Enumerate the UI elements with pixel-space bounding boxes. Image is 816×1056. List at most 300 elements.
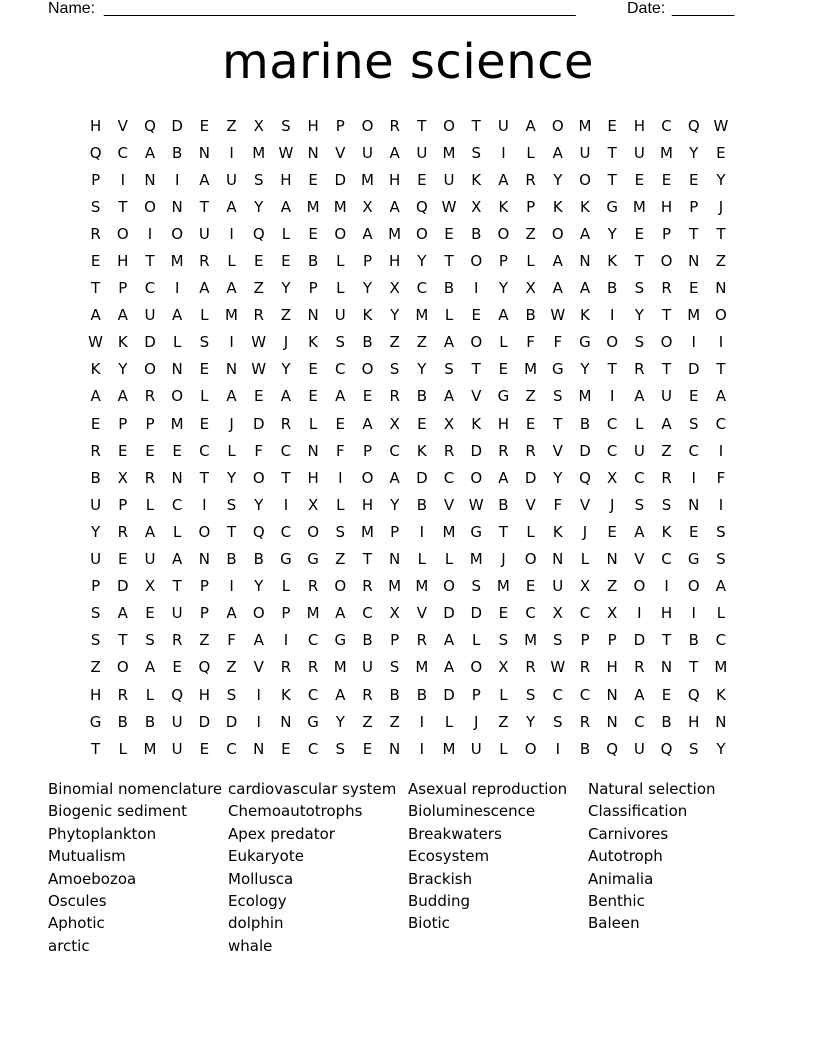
grid-letter: E [172, 441, 182, 460]
word-bank-item: Biogenic sediment [48, 802, 188, 821]
grid-letter: E [498, 604, 509, 623]
grid-letter: U [633, 739, 645, 758]
grid-letter: U [633, 143, 645, 162]
grid-letter: M [714, 658, 728, 677]
grid-letter: A [90, 306, 101, 325]
grid-letter: T [634, 252, 644, 271]
grid-letter: B [253, 550, 264, 569]
grid-row [82, 464, 736, 491]
grid-letter: W [550, 658, 566, 677]
grid-letter: K [498, 197, 509, 216]
grid-letter: E [498, 360, 509, 379]
grid-letter: X [253, 116, 264, 135]
grid-letter: W [278, 143, 294, 162]
word-bank-item: whale [228, 936, 273, 955]
grid-letter: I [691, 604, 696, 623]
grid-letter: M [143, 739, 157, 758]
grid-letter: R [525, 658, 536, 677]
grid-letter: U [171, 604, 183, 623]
grid-letter: U [144, 550, 156, 569]
grid-letter: L [499, 739, 508, 758]
grid-letter: Q [198, 658, 211, 677]
grid-letter: N [389, 739, 401, 758]
grid-letter: I [664, 577, 669, 596]
grid-letter: H [633, 116, 645, 135]
grid-letter: J [229, 414, 234, 433]
grid-letter: E [661, 685, 672, 704]
grid-letter: G [497, 387, 510, 406]
grid-letter: L [118, 739, 127, 758]
grid-letter: D [334, 170, 347, 189]
grid-letter: X [389, 279, 400, 298]
grid-letter: I [419, 739, 425, 758]
grid-letter: A [117, 387, 128, 406]
grid-letter: N [389, 550, 401, 569]
word-bank-item: Bioluminescence [408, 802, 536, 821]
grid-letter: T [716, 224, 726, 243]
grid-letter: A [253, 631, 264, 650]
grid-letter: Y [254, 577, 264, 596]
grid-letter: M [524, 360, 538, 379]
grid-letter: Q [171, 685, 184, 704]
grid-letter: R [144, 387, 156, 406]
grid-letter: I [474, 279, 479, 298]
grid-letter: Z [525, 224, 536, 243]
grid-letter: F [227, 631, 236, 650]
grid-letter: B [144, 712, 156, 731]
grid-letter: C [661, 550, 672, 569]
grid-letter: R [389, 116, 400, 135]
grid-letter: R [661, 279, 672, 298]
grid-letter: O [334, 577, 347, 596]
grid-letter: U [361, 658, 373, 677]
grid-letter: T [444, 252, 454, 271]
grid-letter: A [172, 306, 183, 325]
grid-letter: C [362, 604, 373, 623]
grid-letter: X [471, 197, 482, 216]
grid-letter: A [634, 685, 645, 704]
grid-letter: Z [280, 306, 292, 325]
grid-letter: R [307, 577, 319, 596]
grid-letter: S [525, 685, 536, 704]
grid-letter: Q [89, 143, 102, 162]
grid-row [82, 708, 736, 735]
grid-letter: D [633, 631, 646, 650]
grid-letter: O [116, 224, 129, 243]
date-label: Date: [627, 0, 666, 17]
grid-letter: D [443, 685, 455, 704]
grid-letter: R [389, 387, 400, 406]
grid-letter: I [174, 170, 180, 189]
grid-letter: O [660, 252, 673, 271]
grid-letter: C [199, 441, 210, 460]
grid-letter: A [117, 306, 128, 325]
grid-letter: J [609, 495, 615, 514]
grid-letter: J [582, 522, 588, 541]
grid-letter: J [474, 712, 479, 731]
grid-letter: E [253, 252, 264, 271]
grid-letter: L [227, 441, 236, 460]
grid-letter: R [144, 468, 156, 487]
grid-letter: Y [553, 170, 563, 189]
grid-letter: O [443, 577, 455, 596]
grid-letter: H [280, 170, 292, 189]
grid-letter: L [227, 252, 236, 271]
grid-letter: T [118, 631, 128, 650]
grid-letter: Y [417, 360, 427, 379]
grid-letter: P [526, 197, 536, 216]
grid-letter: M [524, 631, 538, 650]
grid-letter: T [226, 522, 237, 541]
word-bank-item: Eukaryote [228, 847, 304, 866]
grid-letter: X [579, 577, 591, 596]
grid-letter: X [607, 468, 618, 487]
grid-letter: U [552, 577, 564, 596]
grid-letter: V [117, 116, 128, 135]
grid-letter: O [144, 197, 156, 216]
grid-letter: X [552, 604, 563, 623]
word-bank-item: Ecosystem [408, 847, 490, 866]
grid-letter: X [607, 604, 618, 623]
page-title: marine science [221, 34, 595, 90]
grid-letter: I [256, 685, 261, 704]
grid-letter: H [660, 197, 673, 216]
grid-letter: T [91, 739, 101, 758]
grid-letter: M [415, 658, 429, 677]
grid-letter: S [281, 116, 291, 135]
grid-letter: A [634, 387, 645, 406]
grid-letter: Y [254, 197, 264, 216]
grid-letter: E [688, 279, 699, 298]
grid-letter: L [444, 550, 454, 569]
grid-letter: D [443, 604, 455, 623]
grid-letter: H [660, 604, 673, 623]
grid-letter: B [389, 685, 400, 704]
grid-letter: N [688, 495, 700, 514]
grid-letter: C [416, 279, 428, 298]
grid-letter: Z [389, 333, 400, 352]
grid-letter: R [362, 685, 373, 704]
grid-letter: N [253, 739, 265, 758]
grid-letter: U [361, 143, 373, 162]
grid-letter: D [144, 333, 156, 352]
grid-letter: V [253, 658, 264, 677]
grid-letter: R [171, 631, 183, 650]
grid-letter: B [416, 685, 427, 704]
grid-letter: M [170, 252, 184, 271]
grid-letter: O [470, 252, 483, 271]
grid-letter: Y [390, 495, 400, 514]
grid-letter: L [499, 685, 508, 704]
grid-letter: U [90, 495, 102, 514]
grid-letter: G [307, 550, 319, 569]
grid-letter: T [199, 197, 209, 216]
grid-letter: S [716, 550, 726, 569]
grid-letter: P [199, 577, 209, 596]
grid-letter: Y [580, 360, 590, 379]
grid-letter: A [335, 685, 346, 704]
word-column [48, 778, 228, 957]
grid-letter: A [144, 658, 156, 677]
grid-letter: S [444, 360, 454, 379]
grid-letter: M [442, 739, 456, 758]
grid-letter: P [118, 495, 128, 514]
grid-letter: L [200, 306, 209, 325]
grid-letter: R [443, 441, 455, 460]
grid-letter: D [470, 441, 482, 460]
grid-letter: N [198, 143, 210, 162]
grid-letter: S [634, 495, 645, 514]
grid-letter: O [660, 333, 673, 352]
grid-letter: Y [390, 306, 400, 325]
grid-letter: I [229, 577, 234, 596]
grid-letter: P [580, 631, 590, 650]
grid-letter: R [253, 306, 264, 325]
grid-letter: B [443, 279, 455, 298]
grid-letter: B [172, 143, 183, 162]
grid-letter: Y [716, 170, 726, 189]
grid-letter: E [308, 387, 318, 406]
grid-letter: C [579, 604, 591, 623]
grid-letter: Q [144, 116, 156, 135]
grid-letter: M [170, 414, 184, 433]
word-bank-item: Autotroph [588, 847, 663, 866]
grid-letter: B [661, 712, 672, 731]
grid-letter: O [551, 116, 564, 135]
grid-letter: S [335, 333, 346, 352]
grid-letter: A [389, 143, 400, 162]
grid-letter: C [335, 360, 346, 379]
grid-letter: C [634, 468, 645, 487]
word-bank-item: Binomial nomenclature [48, 780, 223, 798]
word-bank-item: Apex predator [228, 824, 335, 843]
grid-letter: H [117, 252, 129, 271]
grid-letter: M [388, 577, 402, 596]
grid-letter: G [606, 197, 618, 216]
grid-letter: T [471, 116, 481, 135]
grid-letter: M [578, 116, 592, 135]
grid-letter: A [579, 224, 591, 243]
grid-letter: C [634, 712, 645, 731]
grid-letter: D [252, 414, 265, 433]
grid-letter: T [689, 658, 699, 677]
grid-row [82, 654, 736, 681]
grid-row [82, 600, 736, 627]
grid-letter: T [118, 197, 128, 216]
word-bank-item: Mollusca [228, 869, 294, 888]
grid-letter: T [661, 360, 672, 379]
grid-letter: J [283, 333, 289, 352]
grid-letter: A [443, 631, 455, 650]
word-bank-item: dolphin [228, 914, 284, 933]
grid-letter: A [579, 279, 591, 298]
grid-letter: Y [91, 522, 101, 541]
grid-letter: T [172, 577, 182, 596]
grid-letter: N [606, 685, 618, 704]
grid-letter: P [308, 279, 318, 298]
grid-letter: B [498, 495, 509, 514]
grid-letter: E [145, 604, 155, 623]
grid-letter: L [472, 631, 481, 650]
grid-letter: U [334, 306, 346, 325]
grid-letter: T [661, 631, 672, 650]
grid-letter: Q [687, 685, 700, 704]
grid-letter: G [687, 550, 700, 569]
grid-letter: S [226, 685, 237, 704]
grid-letter: Q [415, 197, 428, 216]
grid-letter: S [335, 522, 346, 541]
grid-letter: U [198, 224, 210, 243]
grid-letter: E [688, 387, 699, 406]
grid-letter: K [280, 685, 291, 704]
grid-letter: C [226, 739, 237, 758]
grid-letter: E [118, 550, 128, 569]
grid-letter: M [687, 306, 701, 325]
grid-letter: A [362, 414, 373, 433]
grid-letter: A [443, 387, 455, 406]
grid-letter: O [633, 577, 646, 596]
grid-letter: U [171, 712, 183, 731]
grid-letter: R [579, 712, 591, 731]
grid-letter: L [444, 712, 454, 731]
grid-letter: F [254, 441, 264, 460]
grid-letter: E [335, 414, 346, 433]
name-label: Name: [48, 0, 96, 17]
grid-letter: T [281, 468, 291, 487]
grid-row [82, 275, 736, 302]
word-bank-item: Biotic [408, 914, 450, 933]
grid-letter: B [226, 550, 237, 569]
grid-letter: P [91, 170, 101, 189]
grid-letter: A [144, 522, 156, 541]
grid-row [82, 573, 736, 600]
grid-letter: I [691, 468, 696, 487]
grid-letter: M [469, 550, 483, 569]
grid-letter: B [607, 279, 618, 298]
grid-letter: H [307, 468, 319, 487]
grid-letter: M [496, 577, 510, 596]
grid-letter: F [553, 495, 563, 514]
grid-letter: S [553, 712, 563, 731]
grid-letter: E [634, 224, 645, 243]
grid-letter: K [471, 414, 482, 433]
grid-letter: C [661, 116, 672, 135]
grid-letter: E [362, 387, 373, 406]
grid-letter: V [634, 550, 645, 569]
grid-letter: C [525, 604, 536, 623]
grid-letter: M [333, 197, 347, 216]
grid-letter: N [606, 550, 618, 569]
grid-letter: S [661, 495, 672, 514]
grid-letter: R [416, 631, 428, 650]
grid-letter: L [635, 414, 644, 433]
grid-letter: S [498, 631, 509, 650]
grid-letter: A [443, 333, 455, 352]
grid-letter: R [280, 658, 292, 677]
grid-letter: P [662, 224, 672, 243]
grid-letter: N [552, 550, 564, 569]
grid-letter: G [551, 360, 564, 379]
grid-letter: F [553, 333, 563, 352]
grid-row [82, 491, 736, 518]
grid-letter: N [198, 550, 210, 569]
grid-letter: R [90, 224, 101, 243]
grid-letter: L [444, 306, 454, 325]
grid-letter: A [498, 468, 509, 487]
word-column [408, 778, 588, 935]
grid-letter: S [471, 577, 481, 596]
grid-letter: O [144, 360, 156, 379]
grid-letter: G [334, 631, 347, 650]
grid-letter: H [389, 170, 401, 189]
grid-letter: N [660, 658, 673, 677]
grid-letter: E [417, 414, 427, 433]
grid-letter: K [362, 306, 373, 325]
grid-letter: X [362, 197, 373, 216]
grid-letter: D [171, 116, 183, 135]
grid-letter: H [198, 685, 210, 704]
grid-letter: L [336, 279, 345, 298]
grid-letter: N [144, 170, 156, 189]
grid-letter: G [579, 333, 591, 352]
grid-letter: E [145, 441, 155, 460]
grid-letter: I [419, 522, 425, 541]
grid-letter: K [308, 333, 319, 352]
grid-letter: K [117, 333, 128, 352]
grid-letter: X [389, 604, 400, 623]
grid-letter: Y [335, 712, 345, 731]
grid-letter: R [307, 658, 319, 677]
grid-letter: N [307, 143, 319, 162]
grid-letter: Y [553, 468, 563, 487]
grid-letter: S [634, 279, 645, 298]
grid-letter: D [198, 712, 211, 731]
grid-letter: Q [687, 116, 700, 135]
grid-letter: T [417, 116, 427, 135]
grid-letter: T [716, 360, 726, 379]
grid-letter: M [388, 224, 402, 243]
grid-letter: E [661, 170, 672, 189]
grid-letter: U [579, 143, 591, 162]
date-blank-line: _______ [672, 0, 735, 17]
grid-letter: I [120, 170, 125, 189]
grid-letter: Z [416, 333, 427, 352]
grid-letter: P [91, 577, 101, 596]
grid-row [82, 166, 736, 193]
grid-letter: U [661, 387, 673, 406]
grid-letter: O [470, 468, 483, 487]
grid-letter: O [171, 387, 184, 406]
grid-letter: Q [252, 522, 265, 541]
grid-letter: C [144, 279, 156, 298]
grid-letter: O [361, 116, 374, 135]
grid-letter: C [715, 631, 727, 650]
grid-letter: A [362, 224, 373, 243]
grid-letter: G [89, 712, 102, 731]
grid-row [82, 681, 736, 708]
grid-letter: S [634, 333, 645, 352]
grid-letter: S [688, 739, 699, 758]
grid-letter: U [470, 739, 482, 758]
grid-letter: S [389, 360, 400, 379]
header-fields [48, 0, 748, 20]
grid-letter: H [606, 658, 618, 677]
grid-letter: L [499, 333, 508, 352]
grid-letter: O [524, 550, 537, 569]
grid-letter: O [524, 739, 537, 758]
grid-letter: A [552, 143, 563, 162]
grid-letter: C [552, 685, 564, 704]
